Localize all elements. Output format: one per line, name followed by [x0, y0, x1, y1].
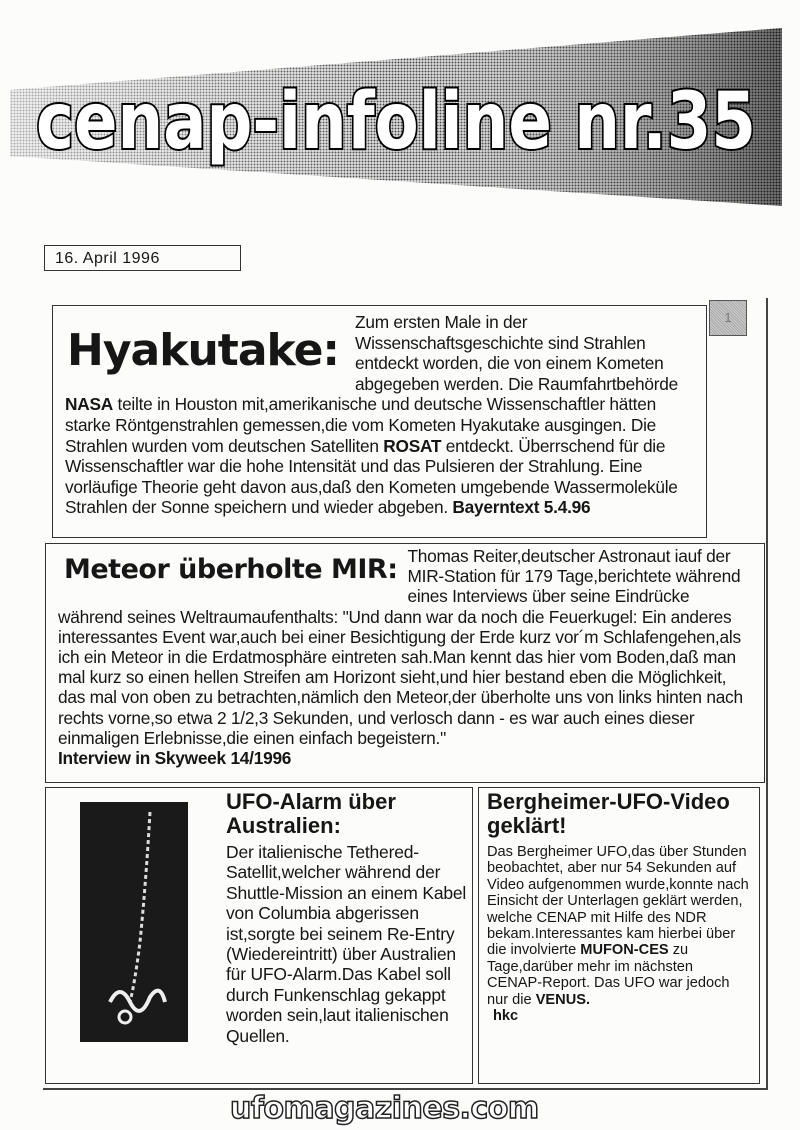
bold-text: VENUS.	[535, 991, 591, 1008]
bold-text: MUFON-CES	[580, 942, 669, 959]
satellite-photo	[80, 802, 188, 1042]
article-hyakutake	[52, 305, 707, 538]
article-body: Der italienische Tethered-Satellit,welcher während der Shuttle-Mission an einem Kabel von Columbia abgerissen ist,sorgte bei seinem Re-Entry (Wiedereintritt) über Australien für UFO-Alarm.Das Kabel soll durch Funkenschlag gekappt worden sein,laut italienischen Quellen.	[226, 842, 467, 1046]
article-meteor-mir	[45, 543, 765, 783]
masthead-graphic	[10, 28, 782, 206]
article-ufo-alarm	[45, 787, 473, 1084]
article-signature: hkc	[493, 1008, 519, 1025]
article-headline: UFO-Alarm über Australien:	[226, 789, 396, 838]
article-text: Das Bergheimer UFO,das über Stunden beobachtet, aber nur 54 Sekunden auf Video aufgenommen wurde,konnte nach Einsicht der Unterlagen geklärt werden, welche CENAP mit Hilfe des NDR bekam.Interessantes kam hierbei über die involvierte	[487, 844, 749, 959]
article-headline: Meteor überholte MIR:	[64, 554, 398, 585]
article-text: Thomas Reiter,deutscher Astronaut iauf der MIR-Station für 179 Tage,berichtete während eines Interviews über seine Eindrücke während seines Weltraumaufenthalts: "Und dann war da noch die Feuerkugel: Ein anderes interessantes Event war,auch bei einer Besichtigung der Erde kurz vor´m Schlafengehen,als ich ein Meteor in die Erdatmosphäre eintreten sah.Man kennt das hier vom Boden,daß man mal kurz so einen hellen Streifen am Horizont sieht,und hier bestand eben die Möglichkeit, das mal von oben zu betrachten,nämlich den Meteor,der überholte uns von links hinten nach rechts vorne,so etwa 2 1/2,3 Sekunden, und verlosch dann - es war auch eines dieser einmaligen Erlebnisse,die einen einfach begeistern."	[58, 546, 743, 748]
article-text: entdeckt. Überrschend für die Wissenschaftler war die hohe Intensität und das Pulsieren der Strahlung. Eine vorläufige Theorie geht davon aus,daß den Kometen umgebende Wassermoleküle Strahlen der Sonne speichern und wieder abgeben.	[65, 435, 678, 518]
article-text: teilte in Houston mit,amerikanische und deutsche Wissenschaftler hätten starke Röntgenstrahlen gemessen,die vom Kometen Hyakutake ausgingen. Die Strahlen wurden vom deutschen Satelliten	[65, 394, 657, 456]
photo-graphic	[80, 802, 188, 1042]
article-headline: Bergheimer-UFO-Video geklärt!	[487, 789, 730, 838]
article-bergheimer-ufo	[478, 787, 760, 1084]
page-number: 1	[709, 300, 747, 336]
article-text: Zum ersten Male in der Wissenschaftsgeschichte sind Strahlen entdeckt worden, die von einem Kometen abgegeben werden. Die Raumfahrtbehörde	[355, 312, 678, 394]
bold-text: NASA	[65, 394, 113, 415]
bold-text: ROSAT	[383, 435, 442, 456]
masthead-banner	[10, 28, 782, 206]
issue-date: 16. April 1996	[44, 245, 241, 271]
masthead-title: cenap-infoline nr.35	[36, 77, 756, 167]
article-body	[487, 844, 751, 1008]
bold-text: Bayerntext 5.4.96	[452, 497, 591, 518]
watermark: ufomagazines.com	[230, 1091, 539, 1126]
article-source: Interview in Skyweek 14/1996	[58, 748, 292, 769]
article-headline: Hyakutake:	[67, 325, 340, 376]
article-text: zu Tage,darüber mehr im nächsten CENAP-Report. Das UFO war jedoch nur die	[487, 942, 730, 1008]
